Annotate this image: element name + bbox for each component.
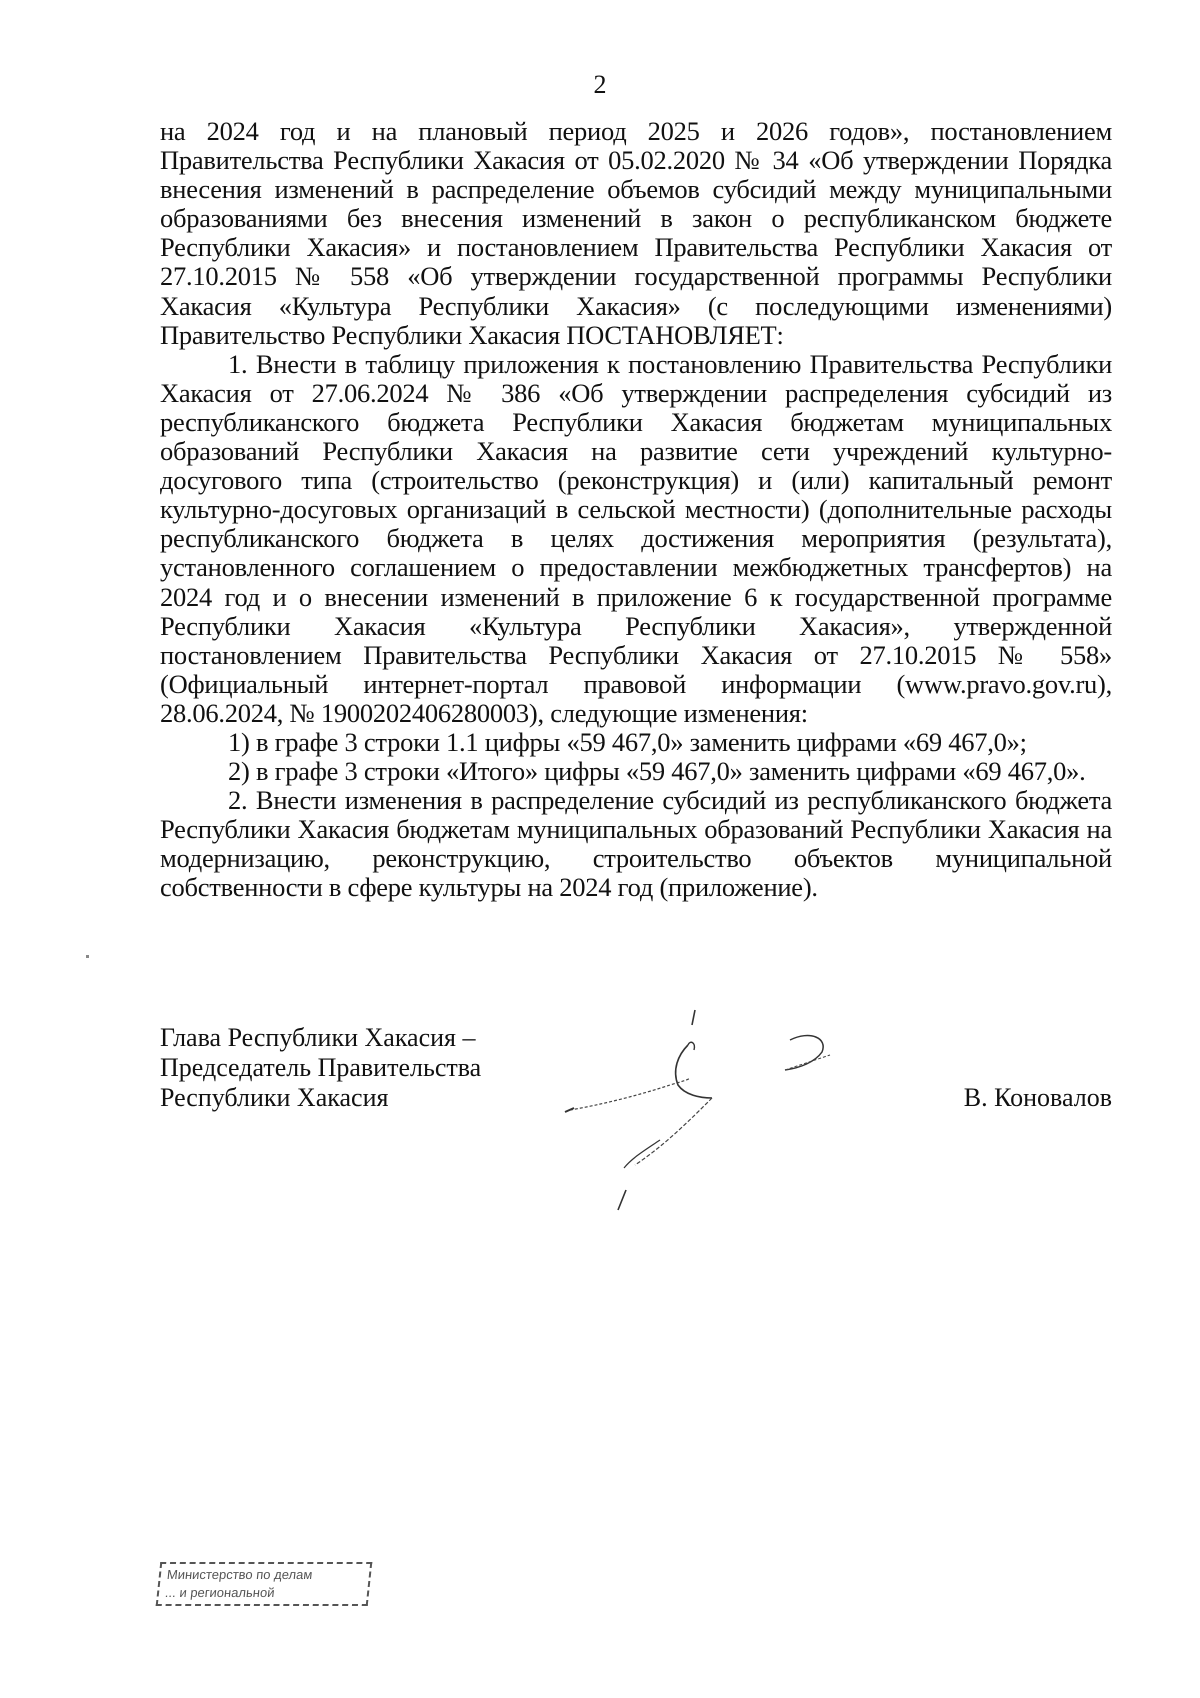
signatory-title-line-3: Республики Хакасия	[160, 1083, 389, 1112]
scan-mark	[86, 955, 89, 958]
item-1-paragraph: 1. Внести в таблицу приложения к постановлению Правительства Республики Хакасия от 27.06.2024 № 386 «Об утверждении распределения субсидий из республиканского бюджета Республики Хакасия бюджетам муниципальных образований Республики Хакасия на развитие сети учреждений культурно-досугового типа (строительство (реконструкция) и (или) капитальный ремонт культурно-досуговых организаций в сельской местности) (дополнительные расходы республиканского бюджета в целях достижения мероприятия (результата), установленного соглашением о предоставлении межбюджетных трансфертов) на 2024 год и о внесении изменений в приложение 6 к государственной программе Республики Хакасия «Культура Республики Хакасия», утвержденной постановлением Правительства Республики Хакасия от 27.10.2015 № 558» (Официальный интернет-портал правовой информации (www.pravo.gov.ru), 28.06.2024, № 1900202406280003), следующие изменения:	[160, 348, 1112, 728]
signatory-title	[160, 1023, 481, 1113]
item-2-paragraph: 2. Внести изменения в распределение субсидий из республиканского бюджета Республики Хакасия бюджетам муниципальных образований Республики Хакасия на модернизацию, реконструкцию, строительство объектов муниципальной собственности в сфере культуры на 2024 год (приложение).	[160, 785, 1112, 903]
signatory-title-line-1: Глава Республики Хакасия –	[160, 1023, 476, 1052]
document-body	[160, 117, 1112, 903]
registration-stamp	[156, 1562, 373, 1606]
item-1-subitem-1: 1) в графе 3 строки 1.1 цифры «59 467,0» заменить цифрами «69 467,0»;	[228, 726, 1027, 757]
item-1-subitem-2: 2) в графе 3 строки «Итого» цифры «59 467,0» заменить цифрами «69 467,0».	[228, 756, 1086, 787]
intro-paragraph: на 2024 год и на плановый период 2025 и 2026 годов», постановлением Правительства Республики Хакасия от 05.02.2020 № 34 «Об утверждении Порядка внесения изменений в распределение объемов субсидий между муниципальными образованиями без внесения изменений в закон о республиканском бюджете Республики Хакасия» и постановлением Правительства Республики Хакасия от 27.10.2015 № 558 «Об утверждении государственной программы Республики Хакасия «Культура Республики Хакасия» (с последующими изменениями) Правительство Республики Хакасия ПОСТАНОВЛЯЕТ:	[160, 116, 1112, 350]
stamp-line-1: Министерство по делам	[166, 1567, 314, 1582]
signatory-title-line-2: Председатель Правительства	[160, 1053, 482, 1082]
signatory-name: В. Коновалов	[963, 1083, 1112, 1112]
page-number: 2	[593, 70, 607, 99]
stamp-line-2: ... и региональной	[164, 1585, 276, 1600]
handwritten-signature	[560, 1000, 910, 1230]
